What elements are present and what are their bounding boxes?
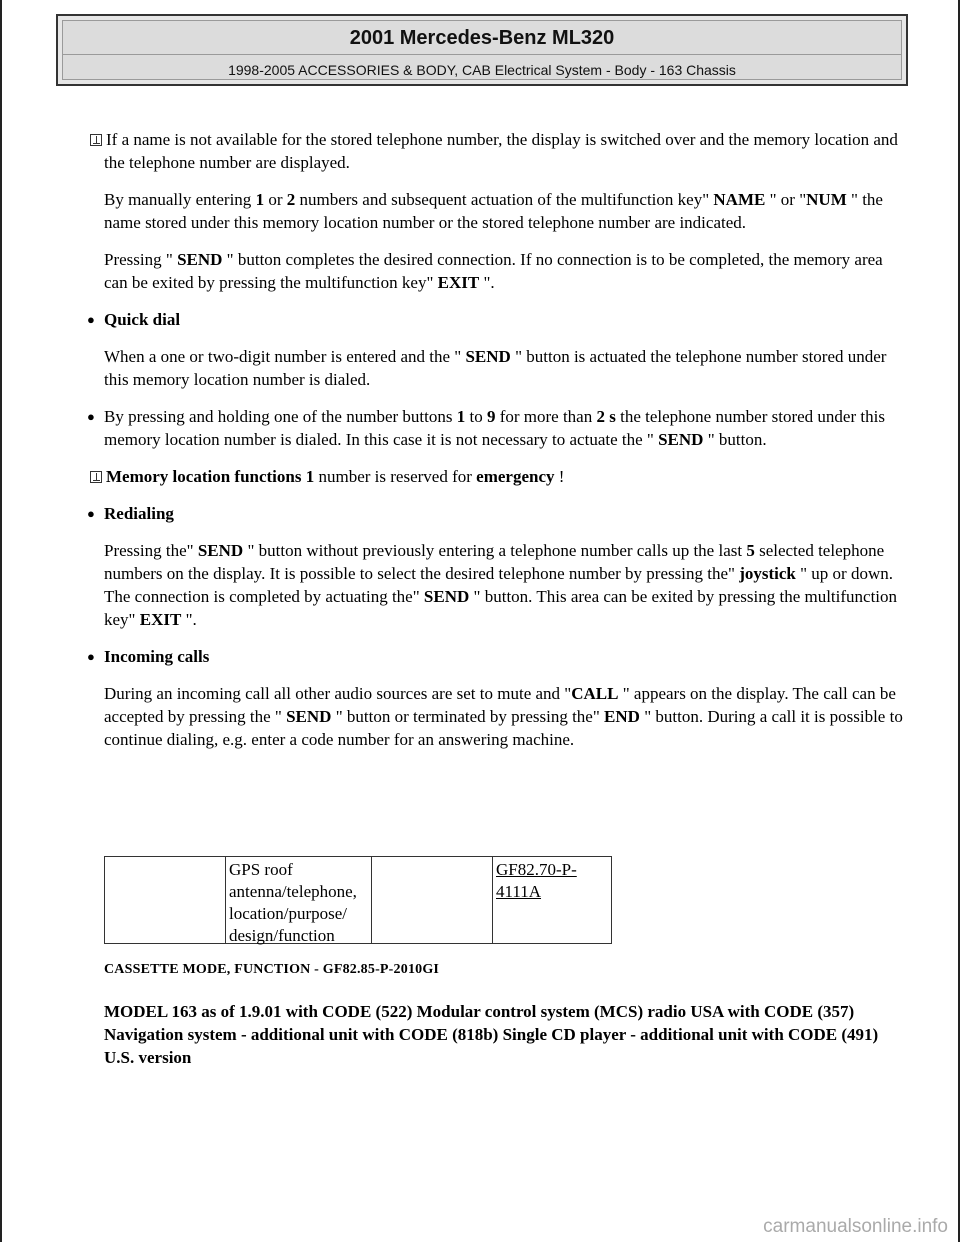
bullet-icon: ● <box>87 649 95 664</box>
header-subtitle: 1998-2005 ACCESSORIES & BODY, CAB Electrical System - Body - 163 Chassis <box>228 62 736 78</box>
heading-quick-dial: Quick dial <box>104 310 181 329</box>
bullet-quick-dial <box>87 308 904 331</box>
note-icon <box>90 134 102 146</box>
table-cell-description: GPS roof antenna/telephone, location/purpose/ design/function <box>226 857 372 943</box>
main-content <box>87 128 904 751</box>
header-panel <box>62 20 902 80</box>
document-header <box>56 14 908 86</box>
paragraph-incoming-calls: During an incoming call all other audio sources are set to mute and "CALL " appears on the display. The call can be accepted by pressing the " SEND " button or terminated by pressing the" END " button. During a call it is possible to continue dialing, e.g. enter a code number for an answering machine. <box>104 684 903 749</box>
header-title: 2001 Mercedes-Benz ML320 <box>349 27 615 49</box>
page-border-left <box>0 0 2 1242</box>
heading-redialing: Redialing <box>104 504 174 523</box>
bullet-press-hold: ● By pressing and holding one of the number buttons 1 to 9 for more than 2 s the telephone number stored under this memory location number is dialed. In this case it is not necessary to actuate the " SEND " button. <box>87 407 885 449</box>
reference-link[interactable]: GF82.70-P- 4111A <box>496 860 577 901</box>
paragraph-quick-dial: When a one or two-digit number is entered and the " SEND " button is actuated the telephone number stored under this memory location number is dialed. <box>104 347 887 389</box>
note-icon <box>90 471 102 483</box>
table-cell-empty <box>105 857 226 943</box>
table-cell-link <box>493 857 611 943</box>
paragraph-redialing: Pressing the" SEND " button without previously entering a telephone number calls up the last 5 selected telephone numbers on the display. It is possible to select the desired telephone number by pressing the" joystick " up or down. The connection is completed by actuating the" SEND " button. This area can be exited by pressing the multifunction key" EXIT ". <box>104 541 898 629</box>
bullet-icon: ● <box>87 312 95 327</box>
watermark-footer: carmanualsonline.info <box>763 1216 948 1237</box>
bullet-icon: ● <box>87 409 95 424</box>
bullet-icon: ● <box>87 506 95 521</box>
bullet-redialing <box>87 502 904 525</box>
paragraph-manual-entry: By manually entering 1 or 2 numbers and subsequent actuation of the multifunction key" NAME " or "NUM " the name stored under this memory location number or the stored telephone number are indicated. <box>104 190 883 232</box>
heading-incoming-calls: Incoming calls <box>104 647 210 666</box>
note-memory-location: Memory location functions 1 number is reserved for emergency ! <box>104 465 904 488</box>
note-no-name: If a name is not available for the stored telephone number, the display is switched over and the memory location and the telephone number are displayed. <box>104 128 904 174</box>
paragraph-send: Pressing " SEND " button completes the desired connection. If no connection is to be completed, the memory area can be exited by pressing the multifunction key" EXIT ". <box>104 250 883 292</box>
reference-table <box>104 856 612 944</box>
header-divider <box>63 54 901 55</box>
table-cell-empty <box>373 857 493 943</box>
bullet-incoming-calls <box>87 645 904 668</box>
section-label: CASSETTE MODE, FUNCTION - GF82.85-P-2010GI <box>104 962 440 977</box>
model-applicability: MODEL 163 as of 1.9.01 with CODE (522) Modular control system (MCS) radio USA with CODE (357) Navigation system - additional unit with CODE (818b) Single CD player - additional unit with CODE (491) U.S. version <box>104 1002 879 1067</box>
